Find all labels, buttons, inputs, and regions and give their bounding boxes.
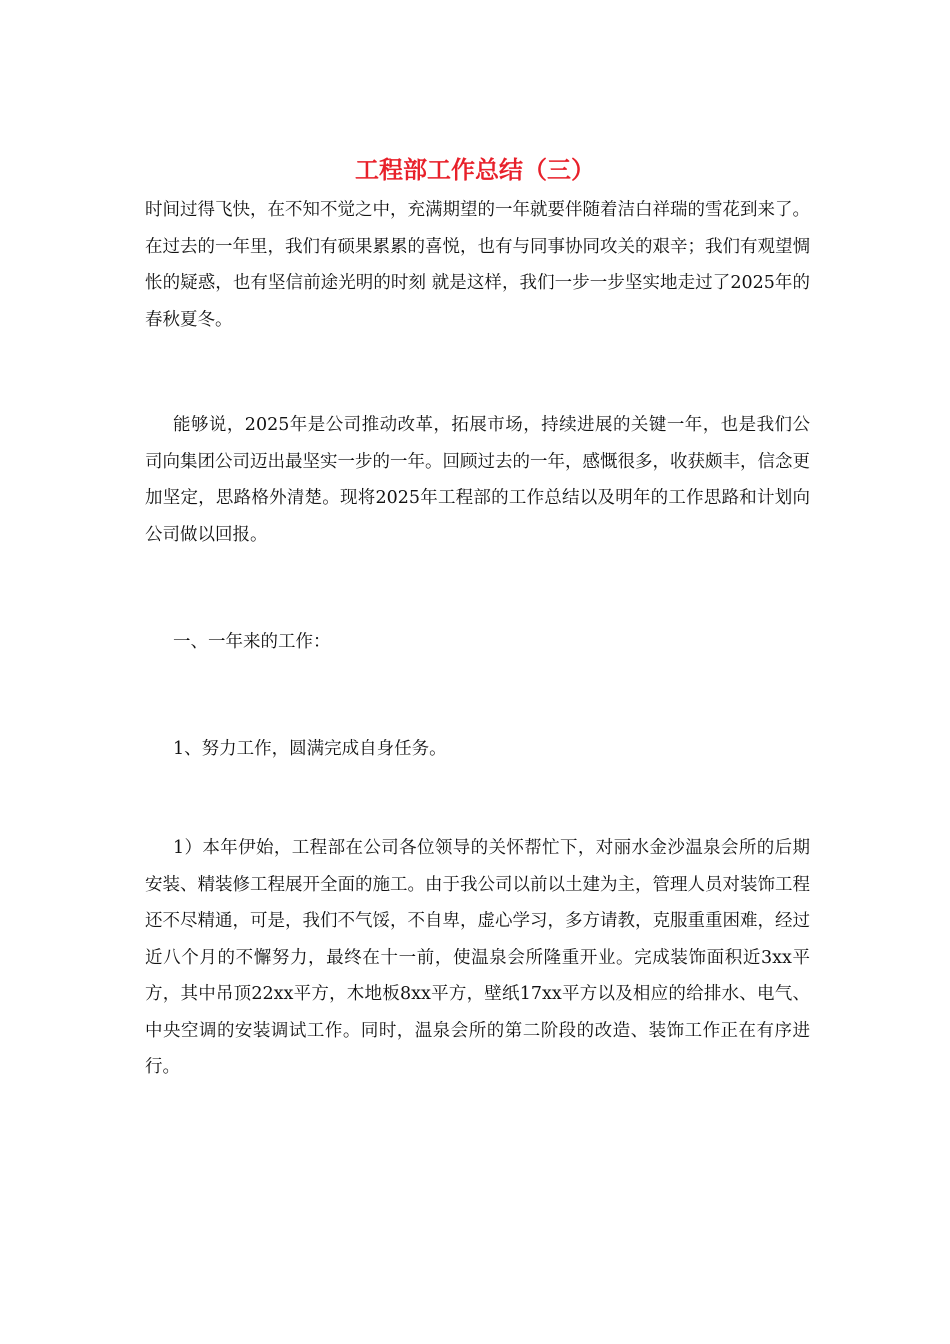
section-heading-work: 一、一年来的工作： bbox=[173, 632, 331, 652]
paragraph-intro: 时间过得飞快，在不知不觉之中，充满期望的一年就要伴随着洁白祥瑞的雪花到来了。在过去的一年里，我们有硕果累累的喜悦，也有与同事协同攻关的艰辛；我们有观望惆怅的疑惑，也有坚信前途光明的时刻 就是这样，我们一步一步坚实地走过了2025年的春秋夏冬。 bbox=[145, 200, 810, 330]
paragraph-overview: 能够说，2025年是公司推动改革，拓展市场，持续进展的关键一年，也是我们公司向集团公司迈出最坚实一步的一年。回顾过去的一年，感慨很多，收获颇丰，信念更加坚定，思路格外清楚。现将2025年工程部的工作总结以及明年的工作思路和计划向公司做以回报。 bbox=[145, 415, 810, 545]
paragraph-item-1: 1）本年伊始，工程部在公司各位领导的关怀帮忙下，对丽水金沙温泉会所的后期安装、精装修工程展开全面的施工。由于我公司以前以土建为主，管理人员对装饰工程还不尽精通，可是，我们不气馁，不自卑，虚心学习，多方请教，克服重重困难，经过近八个月的不懈努力，最终在十一前，使温泉会所隆重开业。完成装饰面积近3xx平方，其中吊顶22xx平方，木地板8xx平方，壁纸17xx平方以及相应的给排水、电气、中央空调的安装调试工作。同时，温泉会所的第二阶段的改造、装饰工作正在有序进行。 bbox=[145, 838, 810, 1077]
subsection-heading-task: 1、努力工作，圆满完成自身任务。 bbox=[173, 739, 447, 759]
document-title: 工程部工作总结（三） bbox=[355, 155, 595, 184]
